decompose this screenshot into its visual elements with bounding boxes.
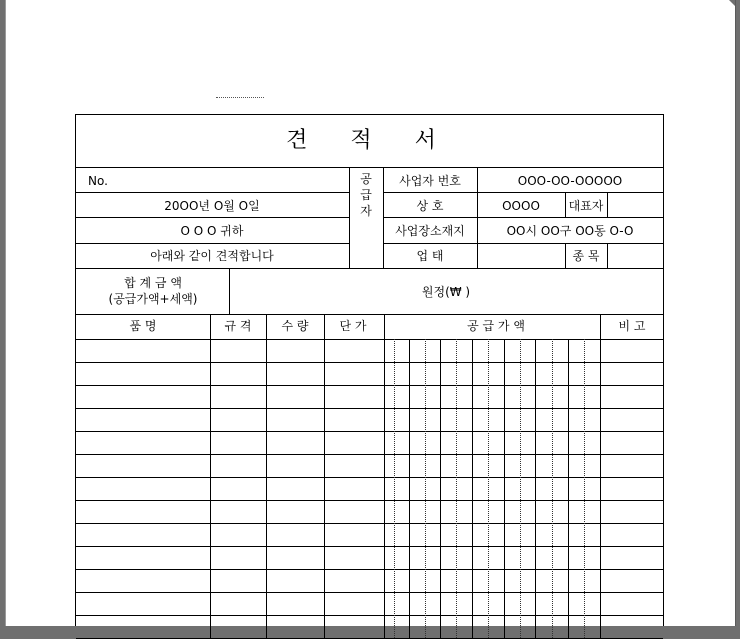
amount-dotted-divider (488, 339, 489, 638)
table-row (76, 592, 663, 593)
col-unit-price: 단 가 (339, 319, 367, 333)
biz-type-label: 업 태 (416, 249, 444, 263)
table-row (76, 454, 663, 455)
total-label-sub: (공급가액+세액) (108, 292, 198, 306)
supplier-row-line (383, 217, 663, 218)
form-title: 견 적 서 (286, 128, 454, 153)
amount-digit-divider (472, 339, 473, 638)
item-value-divider (607, 243, 608, 268)
page-corner (729, 0, 735, 6)
amount-dotted-divider (456, 339, 457, 638)
amount-digit-divider (535, 339, 536, 638)
amount-dotted-divider (552, 339, 553, 638)
amount-dotted-divider (584, 339, 585, 638)
column-divider (266, 314, 267, 638)
table-row (76, 546, 663, 547)
amount-dotted-divider (394, 339, 395, 638)
ceo-label: 대표자 (568, 199, 604, 213)
date-text: 20OO년 O월 O일 (164, 199, 260, 213)
address-label: 사업장소재지 (395, 224, 465, 238)
table-row (76, 500, 663, 501)
left-row-line (76, 243, 349, 244)
col-spec: 규 격 (224, 319, 252, 333)
address-value: OO시 OO구 OO동 O-O (506, 224, 634, 238)
column-divider (384, 314, 385, 638)
name-label: 상 호 (416, 199, 444, 213)
table-row (76, 385, 663, 386)
total-value: 원정(₩ ) (421, 285, 471, 299)
column-divider (324, 314, 325, 638)
ceo-divider (565, 192, 566, 217)
col-quantity: 수 량 (281, 319, 309, 333)
table-row (76, 408, 663, 409)
col-supply-amount: 공 급 가 액 (467, 319, 525, 333)
total-divider (229, 268, 230, 314)
section-line (76, 268, 663, 269)
table-row (76, 569, 663, 570)
table-row (76, 615, 663, 616)
title-divider (76, 167, 663, 168)
ceo-value-divider (607, 192, 608, 217)
quotation-form (75, 114, 664, 626)
dotted-mark (216, 97, 264, 98)
reg-no-value: OOO-OO-OOOOO (517, 174, 623, 188)
table-row (76, 523, 663, 524)
supplier-divider-left (349, 167, 350, 268)
table-row (76, 477, 663, 478)
section-line (76, 314, 663, 315)
left-row-line (76, 192, 349, 193)
document-page (5, 0, 736, 626)
amount-digit-divider (568, 339, 569, 638)
supplier-row-line (383, 192, 663, 193)
table-row (76, 362, 663, 363)
intro-text: 아래와 같이 견적합니다 (150, 249, 274, 263)
supplier-row-line (383, 243, 663, 244)
amount-digit-divider (409, 339, 410, 638)
amount-dotted-divider (520, 339, 521, 638)
table-row (76, 431, 663, 432)
items-header-line (76, 339, 663, 340)
item-divider (565, 243, 566, 268)
amount-dotted-divider (425, 339, 426, 638)
column-divider (210, 314, 211, 638)
amount-digit-divider (440, 339, 441, 638)
col-remark: 비 고 (618, 319, 646, 333)
total-label: 합 계 금 액 (124, 276, 182, 290)
no-label: No. (88, 174, 108, 188)
column-divider (600, 314, 601, 638)
recipient-text: O O O 귀하 (180, 224, 244, 238)
biz-item-label: 종 목 (572, 249, 600, 263)
supplier-label: 공급자 (360, 172, 372, 218)
name-value: OOOO (502, 199, 540, 213)
col-item-name: 품 명 (129, 319, 157, 333)
left-row-line (76, 217, 349, 218)
reg-no-label: 사업자 번호 (399, 174, 461, 188)
amount-digit-divider (504, 339, 505, 638)
